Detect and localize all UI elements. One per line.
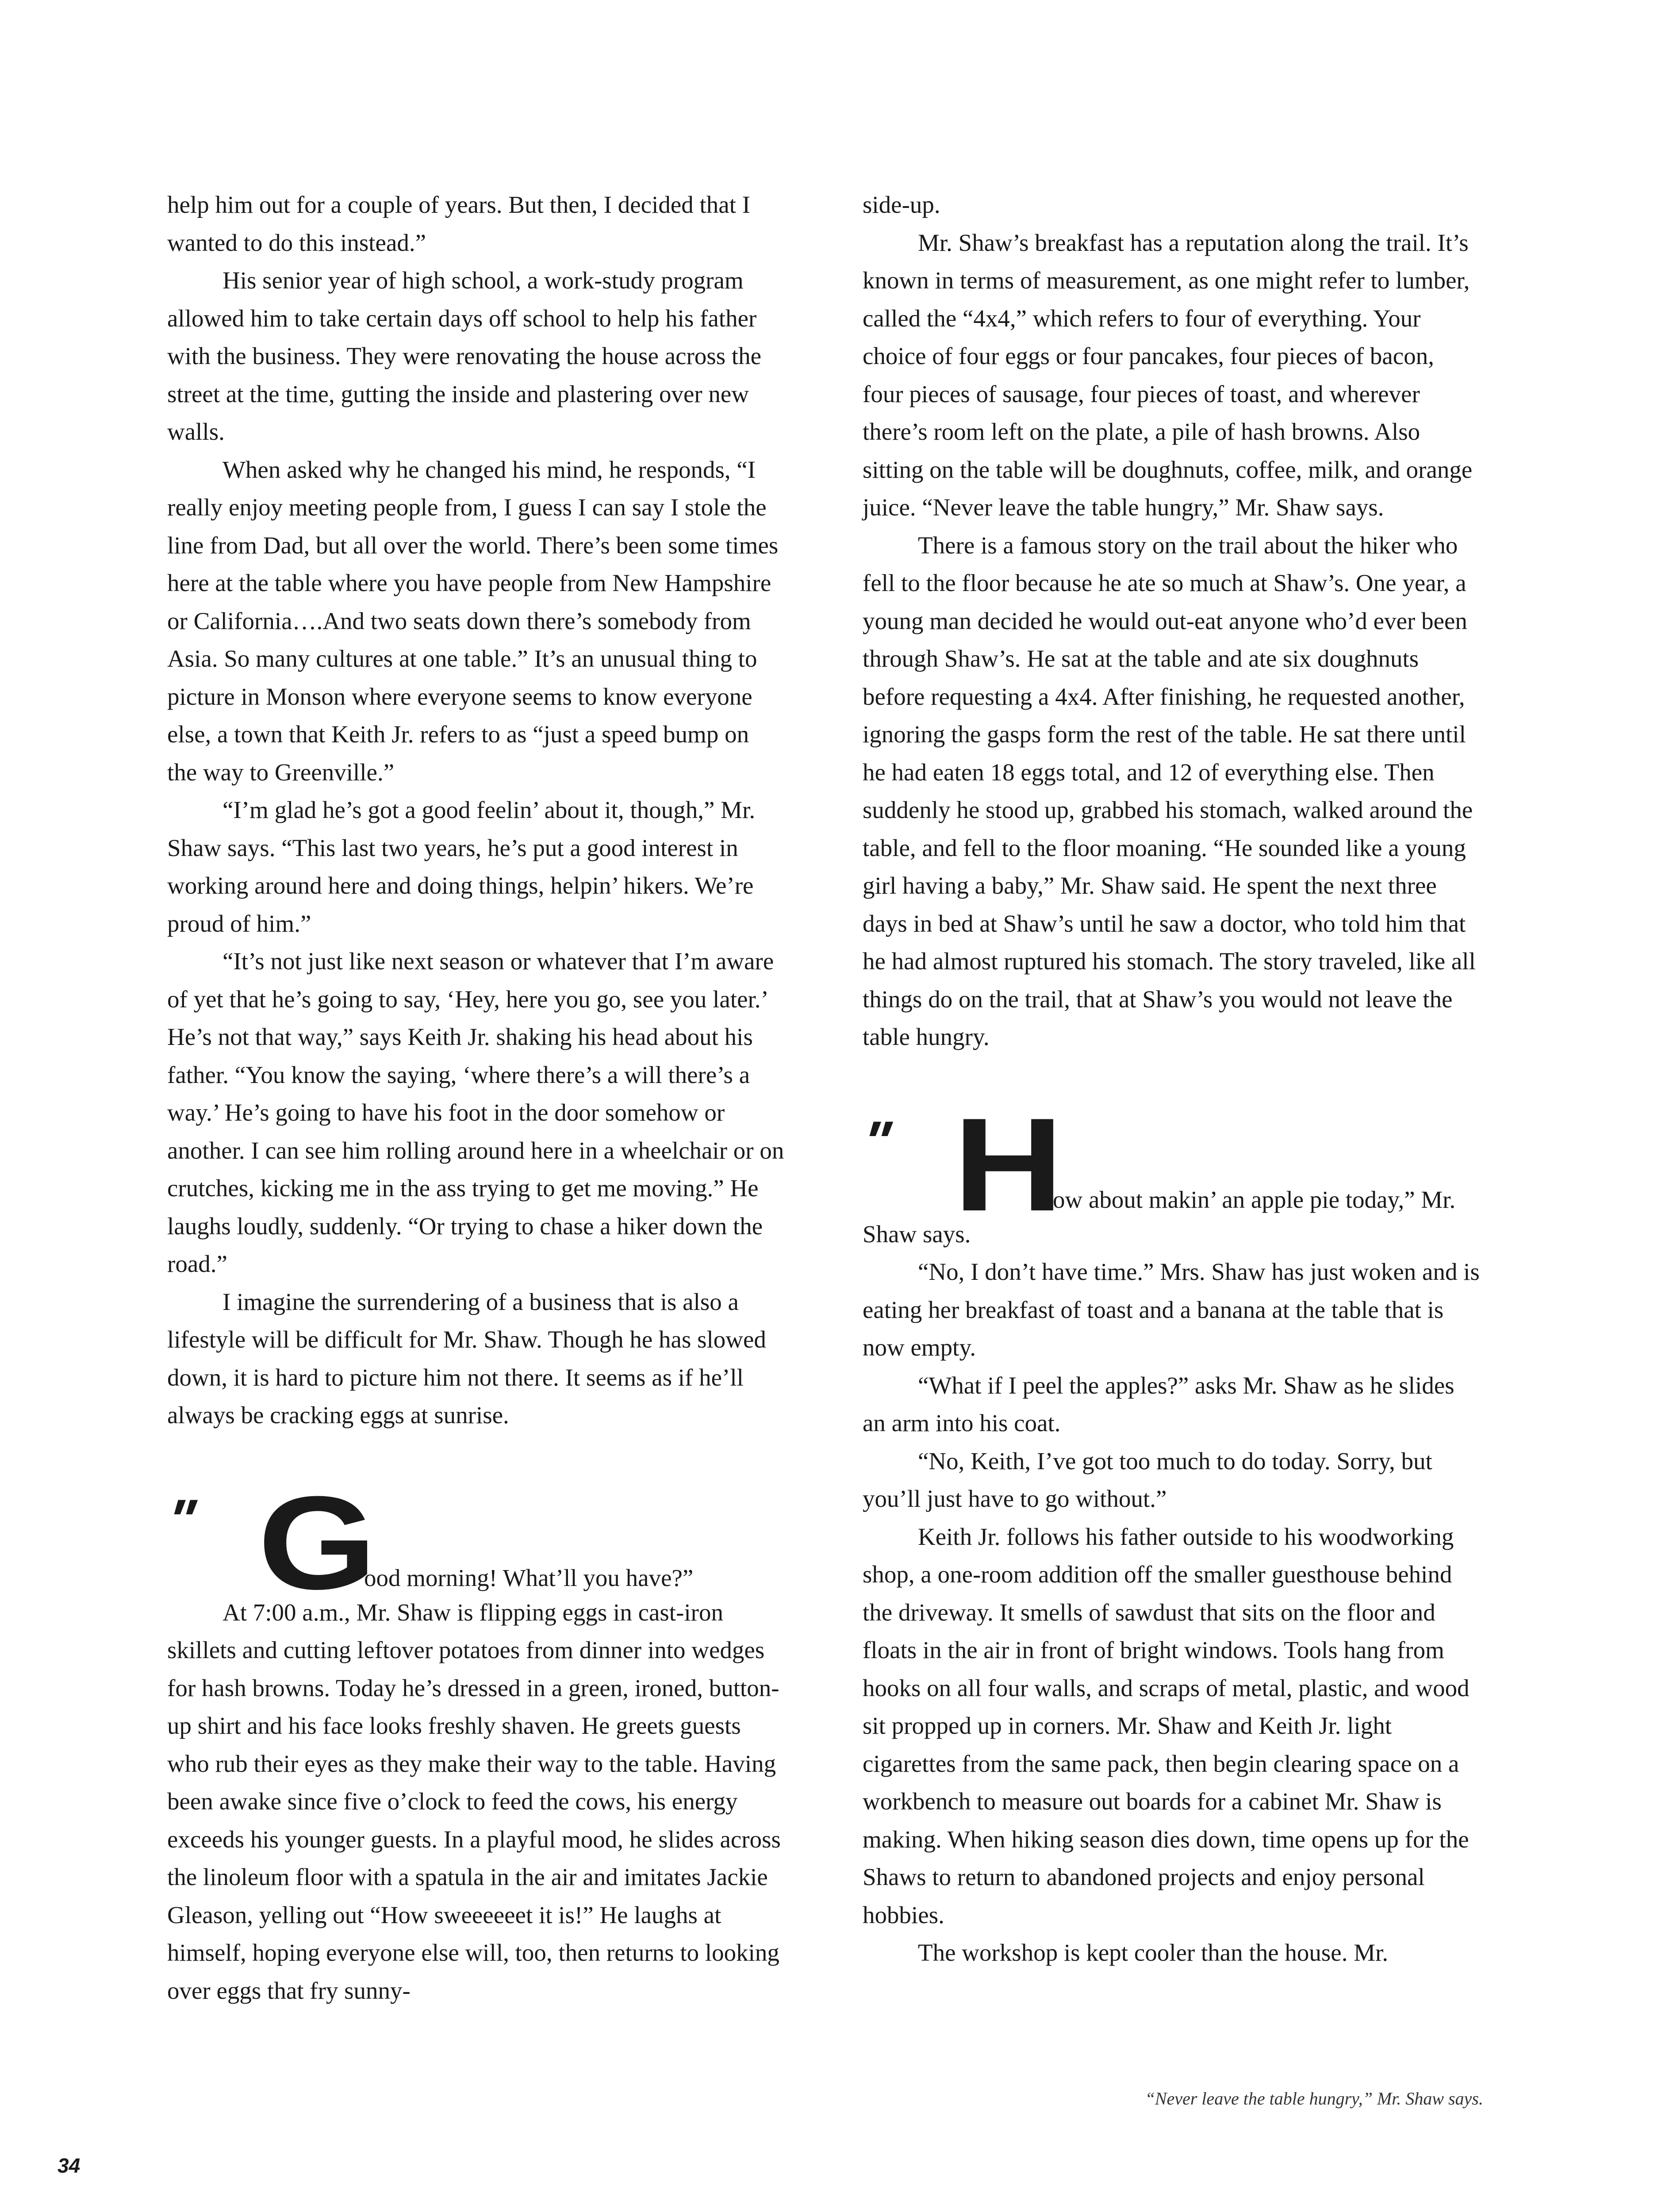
paragraph: side-up. [863, 191, 940, 218]
paragraph: “I’m glad he’s got a good feelin’ about it, though,” Mr. Shaw says. “This last two years, he’s put a good interest in working around here and doing things, helpin’ hikers. We’re proud of him.” [167, 796, 756, 937]
section-opener [162, 1468, 784, 1617]
paragraph: The workshop is kept cooler than the house. Mr. [918, 1939, 1389, 1966]
drop-cap: G [258, 1468, 377, 1617]
paragraph: I imagine the surrendering of a business that is also a lifestyle will be difficult for Mr. Shaw. Though he has slowed down, it is hard to picture him not there. It seems as if he’ll always be cracking eggs at sunrise. [167, 1288, 766, 1429]
paragraph: His senior year of high school, a work-study program allowed him to take certain days off school to help his father with the business. They were renovating the house across the street at the time, gutting the inside and plastering over new walls. [167, 267, 762, 445]
paragraph: Keith Jr. follows his father outside to his woodworking shop, a one-room addition off the smaller guesthouse behind the driveway. It smells of sawdust that sits on the floor and floats in the air in front of bright windows. Tools hang from hooks on all four walls, and scraps of metal, plastic, and wood sit propped up in corners. Mr. Shaw and Keith Jr. light cigarettes from the same pack, then begin clearing space on a workbench to measure out boards for a cabinet Mr. Shaw is making. When hiking season dies down, time opens up for the Shaws to return to abandoned projects and enjoy personal hobbies. [863, 1523, 1469, 1928]
paragraph: “What if I peel the apples?” asks Mr. Shaw as he slides an arm into his coat. [863, 1371, 1454, 1436]
paragraph: “It’s not just like next season or whatever that I’m aware of yet that he’s going to say, ‘Hey, here you go, see you later.’ He’s not that way,” says Keith Jr. shaking his head about his father. “You know the saying, ‘where there’s a will there’s a way.’ He’s going to have his foot in the door somehow or another. I can see him rolling around here in a wheelchair or on crutches, kicking me in the ass trying to get me moving.” He laughs loudly, suddenly. “Or trying to chase a hiker down the road.” [167, 948, 784, 1277]
paragraph: At 7:00 a.m., Mr. Shaw is flipping eggs in cast-iron skillets and cutting leftover potatoes from dinner into wedges for hash browns. Today he’s dressed in a green, ironed, button-up shirt and his face looks freshly shaven. He greets guests who rub their eyes as they make their way to the table. Having been awake since five o’clock to feed the cows, his energy exceeds his younger guests. In a playful mood, he slides across the linoleum floor with a spatula in the air and imitates Jackie Gleason, yelling out “How sweeeeeet it is!” He laughs at himself, hoping everyone else will, too, then returns to looking over eggs that fry sunny- [167, 1598, 781, 2004]
paragraph: “No, Keith, I’ve got too much to do today. Sorry, but you’ll just have to go without.” [863, 1447, 1432, 1512]
drop-quote-mark: " [858, 1109, 886, 1174]
paragraph: Shaw says. [863, 1220, 971, 1248]
paragraph: When asked why he changed his mind, he responds, “I really enjoy meeting people from, I guess I can say I stole the line from Dad, but all over the world. There’s been some times here at the table where you have people from New Hampshire or California….And two seats down there’s somebody from Asia. So many cultures at one table.” It’s an unusual thing to picture in Monson where everyone seems to know everyone else, a town that Keith Jr. refers to as “just a speed bump on the way to Greenville.” [167, 456, 779, 786]
paragraph: “No, I don’t have time.” Mrs. Shaw has just woken and is eating her breakfast of toast and a banana at the table that is now empty. [863, 1258, 1480, 1361]
drop-cap-lead-text: ood morning! What’ll you have?” [364, 1564, 694, 1591]
paragraph: Mr. Shaw’s breakfast has a reputation along the trail. It’s known in terms of measurement, as one might refer to lumber, called the “4x4,” which refers to four of everything. Your choice of four eggs or four pancakes, four pieces of bacon, four pieces of sausage, four pieces of toast, and wherever there’s room left on the plate, a pile of hash browns. Also sitting on the table will be doughnuts, coffee, milk, and orange juice. “Never leave the table hungry,” Mr. Shaw says. [863, 229, 1473, 521]
right-column [858, 186, 1480, 1972]
left-column [162, 186, 784, 2009]
paragraph: help him out for a couple of years. But then, I decided that I wanted to do this instead.” [167, 191, 751, 256]
drop-quote-mark: " [162, 1487, 191, 1552]
photo-caption: “Never leave the table hungry,” Mr. Shaw says. [1145, 2089, 1483, 2108]
page-number: 34 [58, 2154, 81, 2177]
drop-cap: H [953, 1090, 1064, 1239]
paragraph: There is a famous story on the trail about the hiker who fell to the floor because he ate so much at Shaw’s. One year, a young man decided he would out-eat anyone who’d ever been through Shaw’s. He sat at the table and ate six doughnuts before requesting a 4x4. After finishing, he requested another, ignoring the gasps form the rest of the table. He sat there until he had eaten 18 eggs total, and 12 of everything else. Then suddenly he stood up, grabbed his stomach, walked around the table, and fell to the floor moaning. “He sounded like a young girl having a baby,” Mr. Shaw said. He spent the next three days in bed at Shaw’s until he saw a doctor, who told him that he had almost ruptured his stomach. The story traveled, like all things do on the trail, that at Shaw’s you would not leave the table hungry. [863, 531, 1476, 1050]
drop-cap-lead-text: ow about makin’ an apple pie today,” Mr. [1053, 1186, 1456, 1213]
